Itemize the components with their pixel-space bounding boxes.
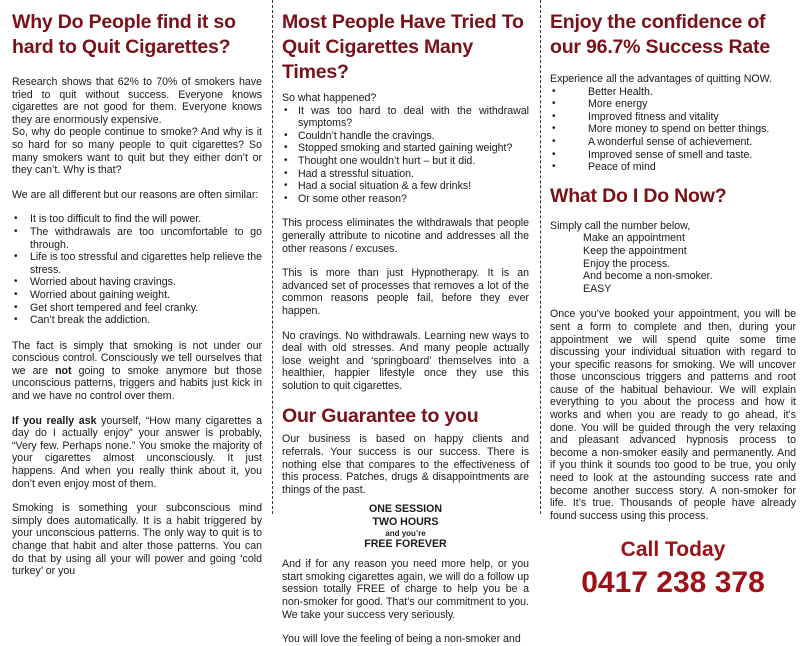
list-item: • It is too difficult to find the will power.: [12, 213, 262, 226]
offer-small-text: and you’re: [385, 528, 426, 538]
text-run: yourself, “How many cigarettes a day do I actually enjoy” your answer is probably, “Very few. Perhaps none.” You smoke the majority of your cigarettes almost unconsciously. It just happens. And when you really think about it, you don’t even enjoy most of them.: [12, 414, 262, 490]
offer-line: ONE SESSION: [369, 503, 442, 516]
paragraph-why-continue: So, why do people continue to smoke? And why is it so hard for so many people to quit cigarettes? So many smokers want to quit but they either don’t or they can’t. Why is that?: [12, 126, 262, 177]
offer-block: [282, 503, 529, 550]
paragraph-subconscious: Smoking is something your subconscious mind simply does automatically. It is a habit triggered by your unconscious patterns. The only way to quit is to change that habit and alter those patterns. You can do that by using all your will power and going ‘cold turkey’ or you: [12, 502, 262, 578]
paragraph-follow-up: And if for any reason you need more help, or you start smoking cigarettes again, we will do a follow up session totally FREE of charge to help you be a non-smoker for good. That’s our commitment to you. We take your success very seriously.: [282, 558, 529, 621]
list-item: • Can’t break the addiction.: [12, 314, 262, 327]
offer-line: TWO HOURS: [372, 516, 439, 529]
paragraph-conscious-control: [12, 340, 262, 403]
phone-number[interactable]: 0417 238 378: [581, 566, 765, 600]
paragraph-research: Research shows that 62% to 70% of smokers have tried to quit without success. Everyone knows cigarettes are not good for them. Everyone knows they are enormously expensive.: [12, 76, 262, 126]
list-item: • More money to spend on better things.: [550, 123, 796, 136]
list-item: • Stopped smoking and started gaining weight?: [282, 142, 529, 155]
list-item: • Peace of mind: [550, 161, 796, 174]
paragraph-business: Our business is based on happy clients and referrals. Your success is our success. There is nothing else that compares to the effectiveness of this process. Patches, drugs & disappointments are things of the past.: [282, 433, 529, 496]
column-divider-left: [272, 0, 273, 514]
list-item: • The withdrawals are too uncomfortable to go through.: [12, 226, 262, 251]
list-item: • Had a stressful situation.: [282, 168, 529, 181]
text-run: The fact is simply that smoking is not under our conscious control. Consciously we tell ourselves that we are: [12, 339, 262, 377]
paragraph-reasons-intro: We are all different but our reasons are often similar:: [12, 188, 259, 201]
heading-tried-to-quit: Most People Have Tried To Quit Cigarettes Many Times?: [282, 11, 524, 83]
heading-success-rate: Enjoy the confidence of our 96.7% Success Rate: [550, 11, 770, 58]
list-item: • Or some other reason?: [282, 193, 529, 206]
list-item: • Worried about having cravings.: [12, 276, 262, 289]
what-happened-list: [282, 105, 529, 206]
list-item: • Worried about gaining weight.: [12, 289, 262, 302]
list-item: • Life is too stressful and cigarettes help relieve the stress.: [12, 251, 262, 276]
paragraph-really-ask: [12, 415, 262, 491]
paragraph-call-number: Simply call the number below,: [550, 219, 691, 232]
emphasis-not: not: [55, 364, 72, 377]
paragraph-advantages-intro: Experience all the advantages of quitting NOW.: [550, 73, 773, 85]
list-item: • Get short tempered and feel cranky.: [12, 302, 262, 315]
step-item: Enjoy the process.: [583, 257, 671, 270]
paragraph-process-eliminates: This process eliminates the withdrawals that people generally attribute to nicotine and addresses all the other reasons / excuses.: [282, 217, 529, 255]
list-item: • Improved sense of smell and taste.: [550, 149, 796, 162]
advantages-list: [550, 86, 796, 174]
list-item: • A wonderful sense of achievement.: [550, 136, 796, 149]
offer-line: [282, 529, 529, 538]
column-success-rate: [550, 0, 796, 600]
list-item: • It was too hard to deal with the withdrawal symptoms?: [282, 105, 529, 130]
column-tried-to-quit: [282, 0, 529, 646]
step-item: Make an appointment: [583, 232, 685, 245]
list-item: • Had a social situation & a few drinks!: [282, 180, 529, 193]
emphasis-really-ask: If you really ask: [12, 414, 97, 427]
column-divider-right: [540, 0, 541, 514]
offer-line: FREE FOREVER: [364, 537, 447, 550]
list-item: • More energy: [550, 98, 796, 111]
paragraph-more-than-hypnotherapy: This is more than just Hypnotherapy. It is an advanced set of processes that removes a lot of the common reasons people fail, before they ever happen.: [282, 267, 529, 317]
paragraph-love-feeling: You will love the feeling of being a non-smoker and: [282, 633, 521, 646]
list-item: • Better Health.: [550, 86, 796, 99]
reasons-list: [12, 213, 262, 326]
paragraph-what-happened: So what happened?: [282, 92, 377, 104]
paragraph-no-cravings: No cravings. No withdrawals. Learning new ways to deal with old stresses. And many people actually lose weight and ‘springboard’ themselves into a healthier, happier lifestyle once they use this solution to quit cigarettes.: [282, 329, 529, 392]
text-run: going to smoke anymore but those unconscious patterns, triggers and habits just kick in and we have no control over them.: [12, 364, 262, 403]
heading-guarantee: Our Guarantee to you: [282, 405, 479, 428]
call-today-heading: Call Today: [620, 538, 726, 562]
column-why-hard: [12, 0, 263, 578]
paragraph-booking-process: Once you’ve booked your appointment, you will be sent a form to complete and then, during your appointment we will spend quite some time discussing your individual situation with regard to your specific reasons for smoking. We will uncover those unconscious triggers and patterns and root cause of the habitual behaviour. We will explain everything to you about the process and how it works and when you are ready to go ahead, it’s done. You will be guided through the very relaxing and pleasant advanced hypnosis process to become a non-smoker easily and permanently. And if you think it sounds too good to be true, you only need to look at the astounding success rate and become another success story. A non-smoker for life. It’s true. Thousands of people have already found success using this process.: [550, 308, 796, 522]
heading-what-do-i-do: What Do I Do Now?: [550, 184, 727, 207]
list-item: • Improved fitness and vitality: [550, 111, 796, 124]
step-item: And become a non-smoker.: [583, 270, 713, 283]
steps-list: [550, 232, 796, 295]
list-item: • Thought one wouldn’t hurt – but it did.: [282, 155, 529, 168]
step-item: Keep the appointment: [583, 244, 687, 257]
list-item: • Couldn’t handle the cravings.: [282, 130, 529, 143]
heading-why-hard: Why Do People find it so hard to Quit Cigarettes?: [12, 11, 236, 58]
step-item: EASY: [583, 282, 612, 295]
